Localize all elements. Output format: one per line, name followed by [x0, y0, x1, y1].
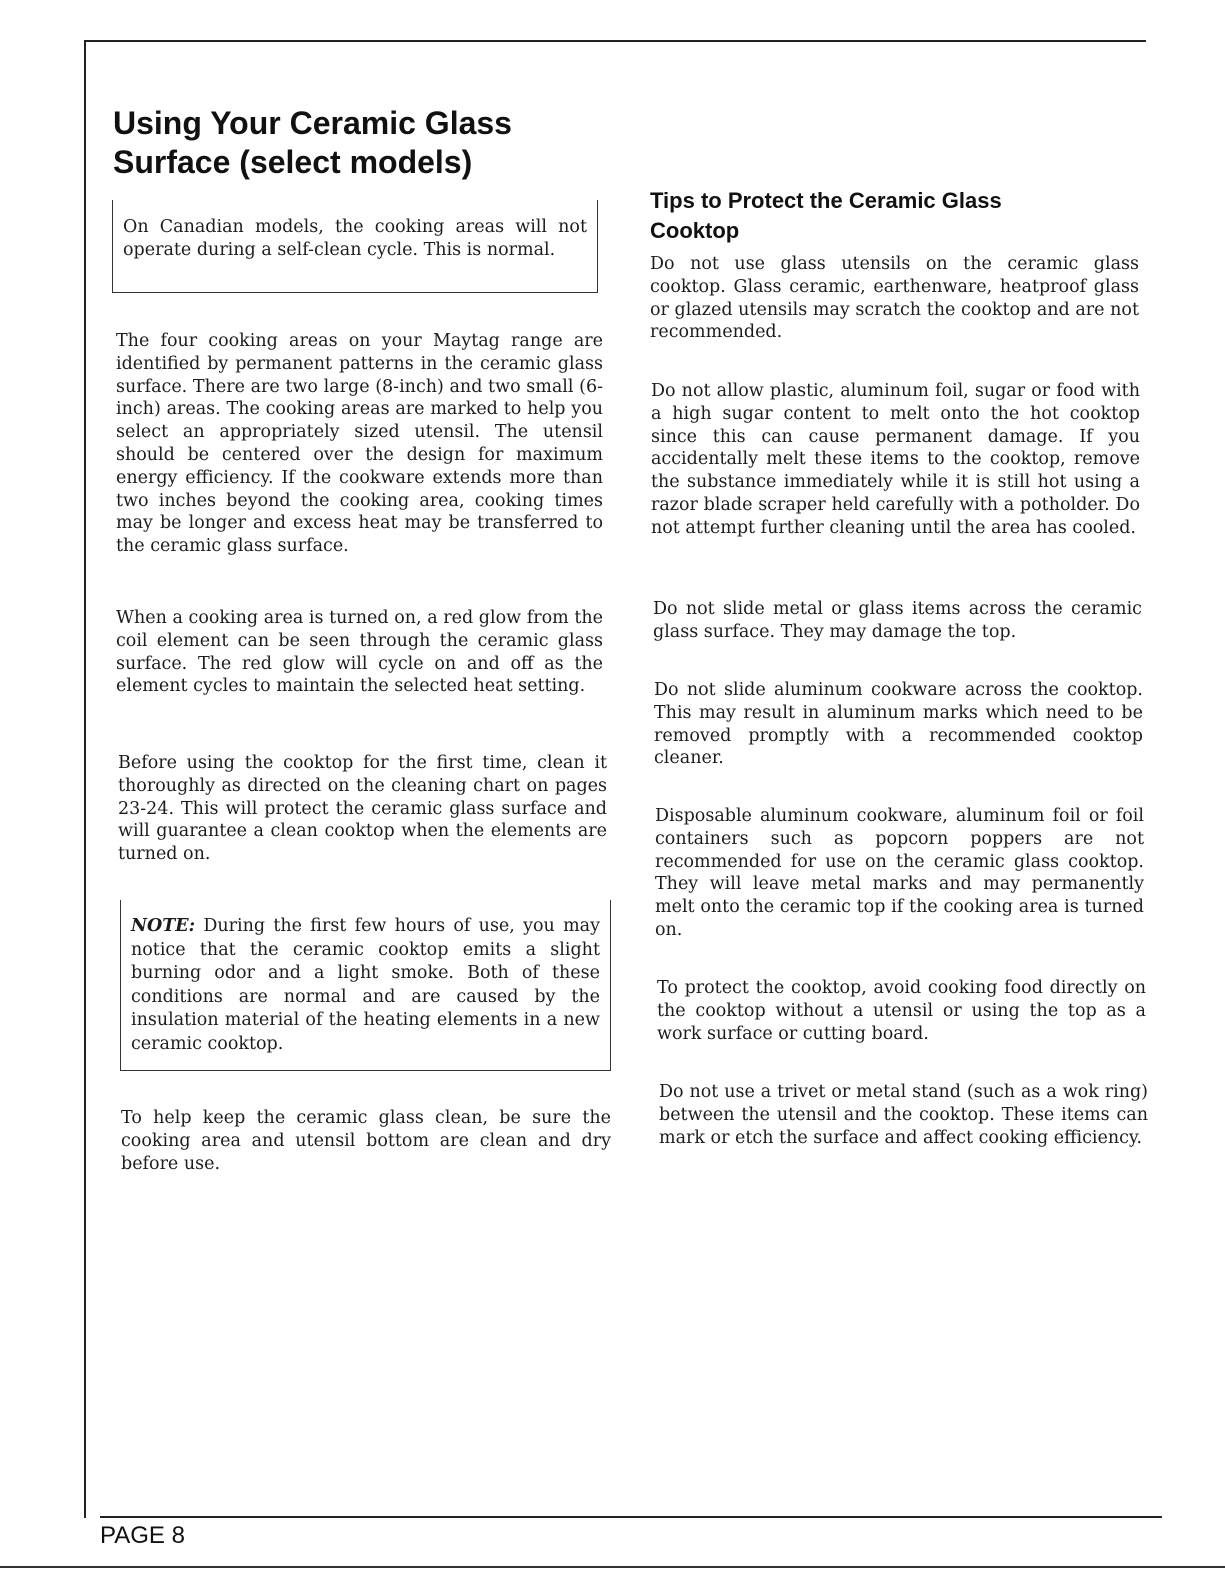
canadian-note-box [112, 200, 598, 293]
tip-sliding-items: Do not slide metal or glass items across the ceramic glass surface. They may damage the top. [653, 599, 1142, 642]
burning-odor-note-box [120, 900, 611, 1071]
tips-heading: Tips to Protect the Ceramic Glass Cooktop [650, 188, 1002, 243]
red-glow-paragraph: When a cooking area is turned on, a red glow from the coil element can be seen through the ceramic glass surface. The red glow will cycle on and off as the element cycles to maintain the selected heat setting. [116, 608, 603, 697]
first-use-paragraph: Before using the cooktop for the first time, clean it thoroughly as directed on the cleaning chart on pages 23-24. This will protect the ceramic glass surface and will guarantee a clean cooktop when the elements are turned on. [118, 753, 607, 865]
note-label: NOTE: [131, 916, 196, 936]
top-rule [84, 40, 1146, 42]
tip-disposable-aluminum: Disposable aluminum cookware, aluminum foil or foil containers such as popcorn poppers are not recommended for use on the ceramic glass cooktop. They will leave metal marks and may permanently melt onto the ceramic top if the cooking area is turned on. [655, 806, 1144, 940]
page-number: PAGE 8 [100, 1522, 185, 1549]
tip-trivet: Do not use a trivet or metal stand (such as a wok ring) between the utensil and the cooktop. These items can mark or etch the surface and affect cooking efficiency. [659, 1082, 1148, 1148]
page-title: Using Your Ceramic Glass Surface (select models) [113, 105, 512, 180]
left-rule [84, 41, 86, 1518]
clean-before-use-paragraph: To help keep the ceramic glass clean, be sure the cooking area and utensil bottom are clean and dry before use. [121, 1108, 611, 1174]
bottom-rule [100, 1516, 1162, 1518]
intro-paragraph: The four cooking areas on your Maytag range are identified by permanent patterns in the ceramic glass surface. There are two large (8-inch) and two small (6-inch) areas. The cooking areas are marked to help you select an appropriately sized utensil. The utensil should be centered over the design for maximum energy efficiency. If the cookware extends more than two inches beyond the cooking area, cooking times may be longer and excess heat may be transferred to the ceramic glass surface. [116, 331, 603, 557]
note-text: During the first few hours of use, you may notice that the ceramic cooktop emits a slight burning odor and a light smoke. Both of these conditions are normal and are caused by the insulation material of the heating elements in a new ceramic cooktop. [131, 916, 600, 1054]
canadian-note-text: On Canadian models, the cooking areas will not operate during a self-clean cycle. This is normal. [123, 217, 587, 260]
scan-edge-rule [0, 1566, 1225, 1568]
tip-glass-utensils: Do not use glass utensils on the ceramic glass cooktop. Glass ceramic, earthenware, heatproof glass or glazed utensils may scratch the cooktop and are not recommended. [650, 254, 1139, 343]
tip-work-surface: To protect the cooktop, avoid cooking food directly on the cooktop without a utensil or using the top as a work surface or cutting board. [657, 978, 1146, 1044]
burning-odor-note [131, 915, 600, 1057]
tip-melting-items: Do not allow plastic, aluminum foil, sugar or food with a high sugar content to melt onto the hot cooktop since this can cause permanent damage. If you accidentally melt these items to the cooktop, remove the substance immediately while it is still hot using a razor blade scraper held carefully with a potholder. Do not attempt further cleaning until the area has cooled. [651, 381, 1140, 538]
tip-aluminum-cookware: Do not slide aluminum cookware across the cooktop. This may result in aluminum marks which need to be removed promptly with a recommended cooktop cleaner. [654, 680, 1143, 769]
